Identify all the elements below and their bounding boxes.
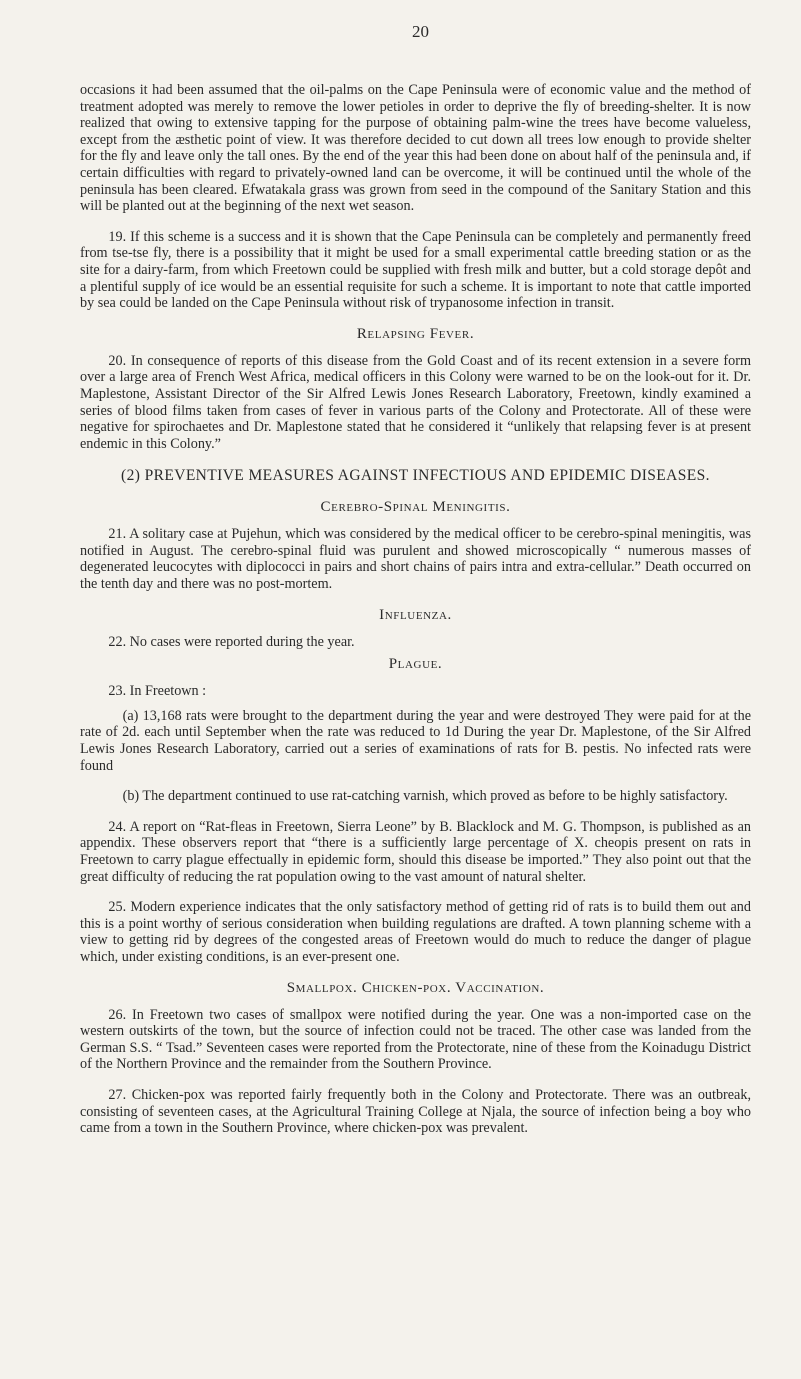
paragraph-23: 23. In Freetown : <box>108 683 207 700</box>
page-number: 20 <box>412 22 429 41</box>
paragraph-21: 21. A solitary case at Pujehun, which was considered by the medical officer to be cerebro-spinal meningitis, was notified in August. The cerebro-spinal fluid was purulent and showed microscopically “ numerous masses of degenerated leucocytes with diplococci in pairs and short chains of pairs intra and extra-cellular.” Death occurred on the tenth day and there was no post-mortem. <box>80 526 751 593</box>
heading-cerebro-spinal-meningitis: Cerebro-Spinal Meningitis. <box>320 499 511 516</box>
paragraph-24: 24. A report on “Rat-fleas in Freetown, Sierra Leone” by B. Blacklock and M. G. Thompson, is published as an appendix. These observers report that “there is a sufficiently large percentage of X. cheopis present on rats in Freetown to carry plague effectually in epidemic form, should this disease be imported.” They also point out that the great difficulty of reducing the rat population owing to the vast amount of natural shelter. <box>80 818 751 885</box>
heading-relapsing-fever: Relapsing Fever. <box>356 325 475 342</box>
heading-influenza: Influenza. <box>379 606 452 623</box>
paragraph-19: 19. If this scheme is a success and it is shown that the Cape Peninsula can be completely and permanently freed from tse-tse fly, there is a possibility that it might be used for a small experimental cattle breeding station or as the site for a dairy-farm, from which Freetown could be supplied with fresh milk and butter, but a cold storage depôt and a plentiful supply of ice would be an essential requisite for such a scheme. It is important to note that cattle imported by sea could be landed on the Cape Peninsula without risk of trypanosome infection in transit. <box>80 228 751 312</box>
paragraph-intro: occasions it had been assumed that the oil-palms on the Cape Peninsula were of economic value and the method of treatment adopted was merely to remove the lower petioles in order to deprive the fly of breeding-shelter. It is now realized that owing to extensive tapping for the purpose of obtaining palm-wine the trees have become valueless, except from the æsthetic point of view. It was therefore decided to cut down all trees low enough to provide shelter for the fly and leave only the tall ones. By the end of the year this had been done on about half of the peninsula and, if certain difficulties with regard to privately-owned land can be overcome, it will be continued until the whole of the peninsula has been cleared. Efwatakala grass was grown from seed in the compound of the Sanitary Station and this will be planted out at the beginning of the next wet season. <box>80 82 751 215</box>
paragraph-26: 26. In Freetown two cases of smallpox were notified during the year. One was a non-imported case on the western outskirts of the town, but the source of infection could not be traced. The other case was landed from the German S.S. “ Tsad.” Seventeen cases were reported from the Protectorate, nine of these from the Koinadugu District of the Northern Province and the remainder from the Southern Province. <box>80 1006 751 1073</box>
paragraph-27: 27. Chicken-pox was reported fairly frequently both in the Colony and Protectorate. There was an outbreak, consisting of seventeen cases, at the Agricultural Training College at Njala, the source of infection being a boy who came from a town in the Southern Province, where chicken-pox was prevalent. <box>80 1086 751 1137</box>
heading-smallpox: Smallpox. Chicken-pox. Vaccination. <box>286 979 545 996</box>
heading-plague: Plague. <box>388 656 443 673</box>
paragraph-23a: (a) 13,168 rats were brought to the department during the year and were destroyed They were paid for at the rate of 2d. each until September when the rate was reduced to 1d During the year Dr. Maplestone, of the Sir Alfred Lewis Jones Research Laboratory, carried out a series of examinations of rats for B. pestis. No infected rats were found <box>80 707 751 774</box>
paragraph-25: 25. Modern experience indicates that the only satisfactory method of getting rid of rats is to build them out and this is a point worthy of serious consideration when building regulations are drafted. A town planning scheme with a view to getting rid by degrees of the congested areas of Freetown would do much to reduce the danger of plague which, under existing conditions, is an ever-present one. <box>80 899 751 965</box>
paragraph-20: 20. In consequence of reports of this disease from the Gold Coast and of its recent extension in a severe form over a large area of French West Africa, medical officers in this Colony were warned to be on the look-out for it. Dr. Maplestone, Assistant Director of the Sir Alfred Lewis Jones Research Laboratory, Freetown, kindly examined a series of blood films taken from cases of fever in various parts of the Colony and Protectorate. All of these were negative for spirochaetes and Dr. Maplestone stated that he considered it “unlikely that relapsing fever is at present endemic in this Colony.” <box>80 352 751 452</box>
heading-preventive-measures: (2) PREVENTIVE MEASURES AGAINST INFECTIOUS AND EPIDEMIC DISEASES. <box>121 467 710 485</box>
paragraph-23b: (b) The department continued to use rat-catching varnish, which proved as before to be highly satisfactory. <box>122 788 728 805</box>
paragraph-22: 22. No cases were reported during the year. <box>108 633 355 650</box>
